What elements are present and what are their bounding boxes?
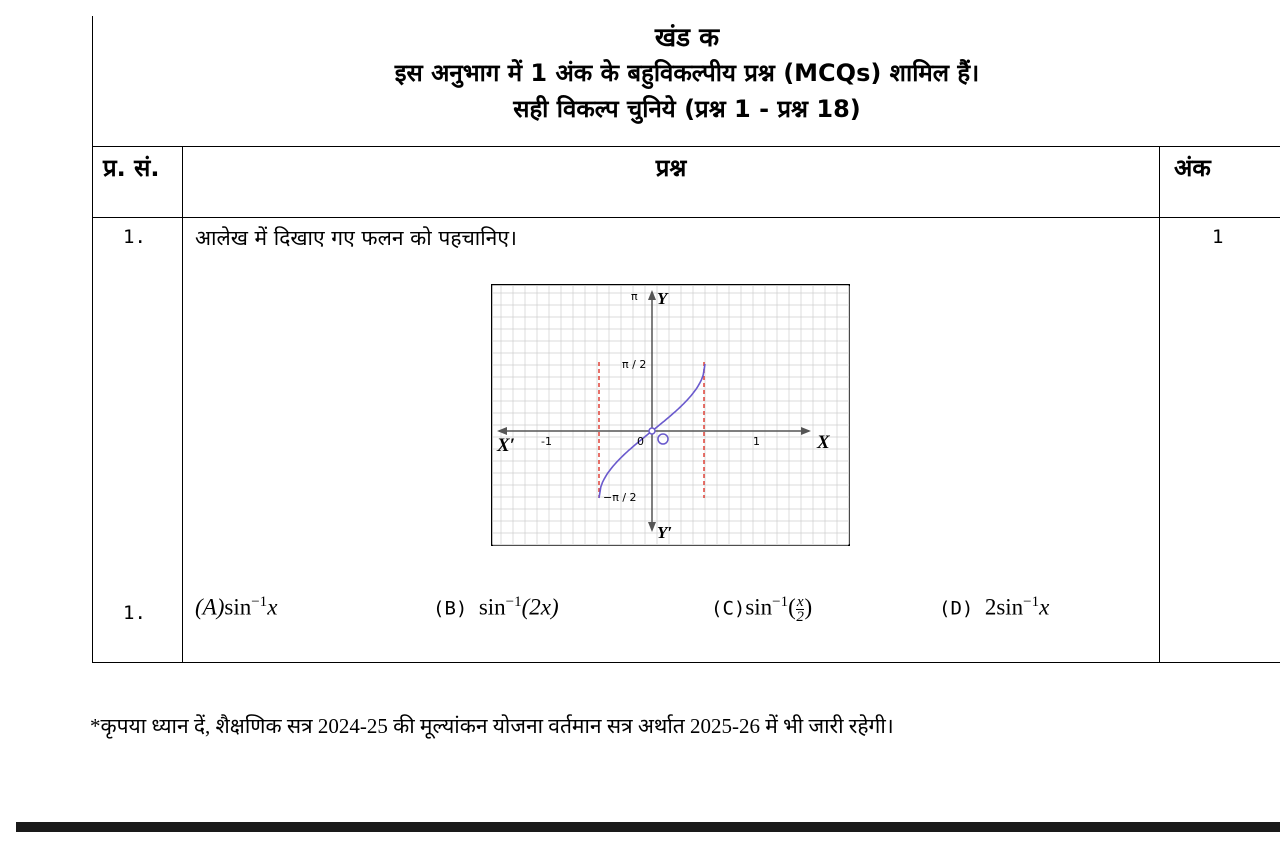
table-header-row [93,147,1280,218]
table-row [93,218,1280,663]
x-tick-neg-1: -1 [541,435,552,448]
option-a-label: (A) [195,594,225,620]
question-cell [183,218,1160,663]
pi-label: π [631,290,638,303]
option-b[interactable]: (B) $\sin^{-1}(2x)$ [433,594,559,620]
question-table [92,146,1280,663]
option-d[interactable]: (D) $2\sin^{-1}x$ [939,594,1050,620]
question-marks: 1 [1212,226,1224,248]
column-header-question: प्रश्न [183,147,1160,218]
answer-options [195,594,1155,634]
options-number: 1. [123,602,146,624]
question-sheet [92,16,1280,663]
function-graph [491,284,850,546]
section-header [92,16,1280,146]
origin-point [649,428,655,434]
question-number-cell [93,218,183,663]
y-neg-axis-label: Y′ [657,523,673,542]
section-title: खंड क [654,23,720,53]
column-header-number: प्र. सं. [93,147,183,218]
y-axis-label: Y [657,289,668,308]
option-b-label: (B) [433,597,468,620]
pi-half-label: π / 2 [622,358,647,371]
question-text: आलेख में दिखाए गए फलन को पहचानिए। [195,226,517,250]
option-c-label: (C) [711,597,746,620]
column-header-marks: अंक [1160,147,1280,218]
x-neg-axis-label: X′ [497,435,516,456]
option-a[interactable]: $(A)\sin^{-1}x$ [195,594,278,620]
option-c[interactable]: $(C)\sin^{-1}$( $\frac{x}{2}$ ) [711,593,813,625]
marks-cell [1160,218,1280,663]
x-axis-label: X [817,432,830,453]
option-c-fraction: $\frac{x}{2}$ [796,593,804,625]
question-number: 1. [123,226,146,248]
option-d-label: (D) [939,597,974,620]
section-instruction: सही विकल्प चुनिये (प्रश्न 1 - प्रश्न 18) [513,95,861,123]
footer-bar [16,822,1280,832]
section-description: इस अनुभाग में 1 अंक के बहुविकल्पीय प्रश्न (MCQs) शामिल हैं। [394,59,980,87]
origin-zero-label: 0 [637,435,644,448]
session-note: *कृपया ध्यान दें, शैक्षणिक सत्र 2024-25 की मूल्यांकन योजना वर्तमान सत्र अर्थात 2025-26 में भी जारी रहेगी। [90,714,894,738]
neg-pi-half-label: −π / 2 [603,491,637,504]
x-tick-pos-1: 1 [753,435,760,448]
